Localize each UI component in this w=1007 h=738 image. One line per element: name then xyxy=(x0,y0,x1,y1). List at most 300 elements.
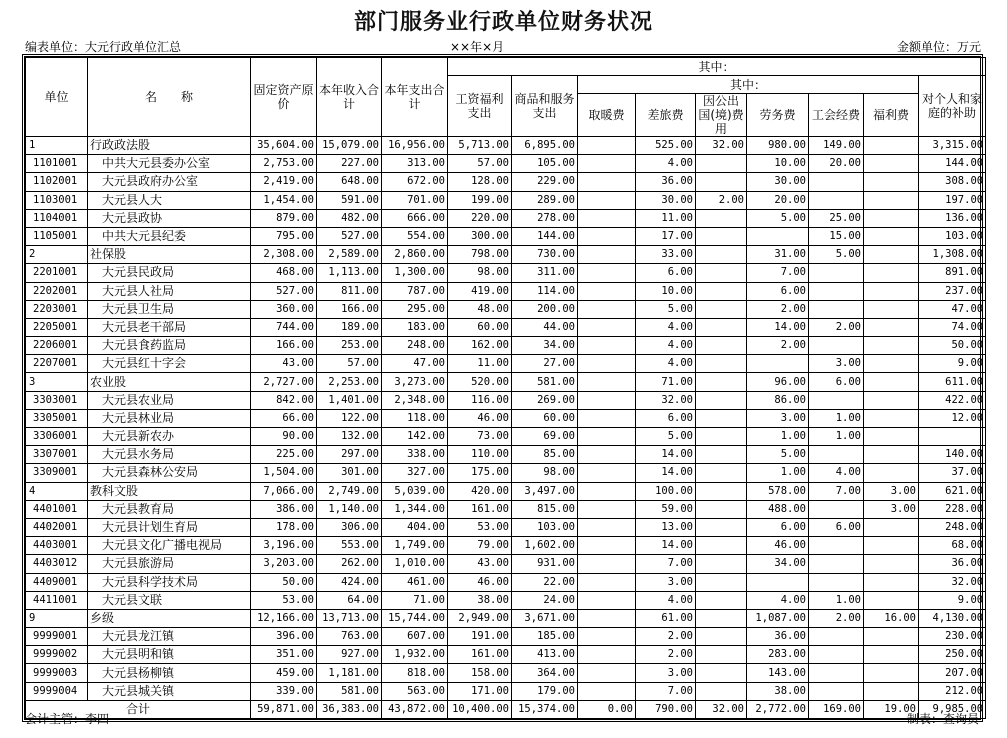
value-cell xyxy=(578,227,636,245)
group-row xyxy=(26,482,986,500)
value-cell xyxy=(696,300,747,318)
value-cell: 4.00 xyxy=(809,464,864,482)
value-cell: 24.00 xyxy=(512,591,578,609)
value-cell: 220.00 xyxy=(448,209,512,227)
value-cell xyxy=(578,300,636,318)
value-cell xyxy=(864,173,919,191)
value-cell: 360.00 xyxy=(251,300,317,318)
value-cell: 339.00 xyxy=(251,682,317,700)
value-cell xyxy=(578,282,636,300)
value-cell xyxy=(864,137,919,155)
unit-code: 2 xyxy=(26,246,88,264)
value-cell: 161.00 xyxy=(448,646,512,664)
value-cell: 7.00 xyxy=(636,682,696,700)
value-cell: 68.00 xyxy=(919,537,986,555)
value-cell: 2.00 xyxy=(809,609,864,627)
value-cell: 250.00 xyxy=(919,646,986,664)
value-cell xyxy=(864,428,919,446)
value-cell: 183.00 xyxy=(382,318,448,336)
value-cell xyxy=(578,155,636,173)
value-cell xyxy=(696,555,747,573)
value-cell: 34.00 xyxy=(512,337,578,355)
value-cell: 262.00 xyxy=(317,555,382,573)
value-cell: 16.00 xyxy=(864,609,919,627)
value-cell: 207.00 xyxy=(919,664,986,682)
value-cell: 3,273.00 xyxy=(382,373,448,391)
value-cell: 5.00 xyxy=(636,428,696,446)
value-cell xyxy=(809,573,864,591)
value-cell: 96.00 xyxy=(747,373,809,391)
value-cell: 15.00 xyxy=(809,227,864,245)
value-cell: 110.00 xyxy=(448,446,512,464)
value-cell: 79.00 xyxy=(448,537,512,555)
value-cell: 672.00 xyxy=(382,173,448,191)
value-cell: 581.00 xyxy=(317,682,382,700)
value-cell: 1,344.00 xyxy=(382,500,448,518)
table-row xyxy=(26,518,986,536)
value-cell: 46.00 xyxy=(747,537,809,555)
unit-name: 大元县人社局 xyxy=(88,282,251,300)
value-cell: 313.00 xyxy=(382,155,448,173)
value-cell xyxy=(578,555,636,573)
header-subsidy: 对个人和家庭的补助 xyxy=(919,76,986,137)
unit-name: 大元县杨柳镇 xyxy=(88,664,251,682)
value-cell: 118.00 xyxy=(382,409,448,427)
value-cell: 59.00 xyxy=(636,500,696,518)
value-cell xyxy=(696,628,747,646)
value-cell: 14.00 xyxy=(636,446,696,464)
value-cell xyxy=(809,191,864,209)
value-cell: 554.00 xyxy=(382,227,448,245)
table-row xyxy=(26,537,986,555)
table-row xyxy=(26,464,986,482)
value-cell: 6.00 xyxy=(747,282,809,300)
table-row xyxy=(26,282,986,300)
value-cell: 14.00 xyxy=(636,464,696,482)
value-cell: 311.00 xyxy=(512,264,578,282)
value-cell: 2,589.00 xyxy=(317,246,382,264)
value-cell xyxy=(809,664,864,682)
value-cell: 36.00 xyxy=(636,173,696,191)
value-cell xyxy=(809,537,864,555)
value-cell xyxy=(578,355,636,373)
value-cell: 36.00 xyxy=(919,555,986,573)
value-cell xyxy=(578,609,636,627)
header-of-which-sub: 其中： xyxy=(578,76,919,94)
value-cell: 3,203.00 xyxy=(251,555,317,573)
value-cell xyxy=(578,464,636,482)
value-cell: 1,504.00 xyxy=(251,464,317,482)
unit-code: 9 xyxy=(26,609,88,627)
value-cell: 3,497.00 xyxy=(512,482,578,500)
value-cell: 31.00 xyxy=(747,246,809,264)
value-cell xyxy=(864,555,919,573)
value-cell xyxy=(696,373,747,391)
unit-name: 大元县卫生局 xyxy=(88,300,251,318)
value-cell: 46.00 xyxy=(448,409,512,427)
value-cell: 179.00 xyxy=(512,682,578,700)
unit-code: 1 xyxy=(26,137,88,155)
value-cell xyxy=(864,591,919,609)
value-cell xyxy=(578,646,636,664)
unit-name: 大元县城关镇 xyxy=(88,682,251,700)
value-cell: 6.00 xyxy=(636,264,696,282)
value-cell: 2.00 xyxy=(636,628,696,646)
value-cell xyxy=(578,318,636,336)
value-cell: 404.00 xyxy=(382,518,448,536)
value-cell: 4.00 xyxy=(636,337,696,355)
value-cell: 6.00 xyxy=(636,409,696,427)
value-cell: 237.00 xyxy=(919,282,986,300)
value-cell: 3.00 xyxy=(864,500,919,518)
value-cell: 5.00 xyxy=(809,246,864,264)
value-cell xyxy=(864,227,919,245)
value-cell: 17.00 xyxy=(636,227,696,245)
value-cell: 1.00 xyxy=(809,591,864,609)
value-cell: 5.00 xyxy=(636,300,696,318)
value-cell xyxy=(696,318,747,336)
unit-name: 农业股 xyxy=(88,373,251,391)
value-cell xyxy=(578,409,636,427)
value-cell xyxy=(696,173,747,191)
value-cell: 1,010.00 xyxy=(382,555,448,573)
unit-code: 1105001 xyxy=(26,227,88,245)
value-cell xyxy=(864,264,919,282)
value-cell: 413.00 xyxy=(512,646,578,664)
accounting-supervisor: 会计主管：李四 xyxy=(25,712,110,726)
value-cell: 1,308.00 xyxy=(919,246,986,264)
unit-name: 大元县龙江镇 xyxy=(88,628,251,646)
total-label: 合计 xyxy=(26,700,251,718)
value-cell: 161.00 xyxy=(448,500,512,518)
unit-name: 大元县旅游局 xyxy=(88,555,251,573)
value-cell: 227.00 xyxy=(317,155,382,173)
value-cell: 419.00 xyxy=(448,282,512,300)
value-cell: 200.00 xyxy=(512,300,578,318)
value-cell: 60.00 xyxy=(512,409,578,427)
value-cell: 15,744.00 xyxy=(382,609,448,627)
unit-code: 3305001 xyxy=(26,409,88,427)
value-cell: 730.00 xyxy=(512,246,578,264)
value-cell: 2,860.00 xyxy=(382,246,448,264)
table-row xyxy=(26,355,986,373)
value-cell: 66.00 xyxy=(251,409,317,427)
value-cell: 225.00 xyxy=(251,446,317,464)
value-cell: 30.00 xyxy=(747,173,809,191)
table-row xyxy=(26,664,986,682)
unit-name: 大元县民政局 xyxy=(88,264,251,282)
value-cell: 20.00 xyxy=(809,155,864,173)
table-row xyxy=(26,318,986,336)
value-cell: 144.00 xyxy=(919,155,986,173)
unit-code: 4401001 xyxy=(26,500,88,518)
value-cell: 468.00 xyxy=(251,264,317,282)
value-cell: 763.00 xyxy=(317,628,382,646)
table-row xyxy=(26,409,986,427)
value-cell: 1.00 xyxy=(747,428,809,446)
value-cell: 16,956.00 xyxy=(382,137,448,155)
value-cell: 103.00 xyxy=(919,227,986,245)
value-cell: 611.00 xyxy=(919,373,986,391)
value-cell: 3,671.00 xyxy=(512,609,578,627)
value-cell: 4,130.00 xyxy=(919,609,986,627)
value-cell xyxy=(696,682,747,700)
value-cell: 32.00 xyxy=(919,573,986,591)
value-cell: 73.00 xyxy=(448,428,512,446)
value-cell xyxy=(578,391,636,409)
unit-code: 1101001 xyxy=(26,155,88,173)
value-cell: 1,602.00 xyxy=(512,537,578,555)
value-cell xyxy=(864,573,919,591)
value-cell xyxy=(578,482,636,500)
value-cell: 621.00 xyxy=(919,482,986,500)
unit-code: 9999002 xyxy=(26,646,88,664)
value-cell: 185.00 xyxy=(512,628,578,646)
value-cell xyxy=(578,137,636,155)
finance-table xyxy=(25,57,986,719)
unit-name: 大元县林业局 xyxy=(88,409,251,427)
value-cell xyxy=(864,409,919,427)
value-cell: 461.00 xyxy=(382,573,448,591)
value-cell: 158.00 xyxy=(448,664,512,682)
value-cell xyxy=(578,500,636,518)
total-cell: 10,400.00 xyxy=(448,700,512,718)
value-cell: 980.00 xyxy=(747,137,809,155)
value-cell xyxy=(809,500,864,518)
value-cell xyxy=(578,518,636,536)
value-cell: 351.00 xyxy=(251,646,317,664)
finance-table-container xyxy=(22,54,983,722)
value-cell: 5.00 xyxy=(747,209,809,227)
value-cell: 527.00 xyxy=(317,227,382,245)
value-cell: 927.00 xyxy=(317,646,382,664)
header-salary: 工资福利支出 xyxy=(448,76,512,137)
value-cell xyxy=(809,337,864,355)
value-cell: 43.00 xyxy=(251,355,317,373)
value-cell: 128.00 xyxy=(448,173,512,191)
total-cell: 43,872.00 xyxy=(382,700,448,718)
value-cell: 32.00 xyxy=(636,391,696,409)
unit-name: 大元县明和镇 xyxy=(88,646,251,664)
value-cell xyxy=(696,355,747,373)
value-cell: 60.00 xyxy=(448,318,512,336)
unit-code: 2202001 xyxy=(26,282,88,300)
unit-name: 大元县文化广播电视局 xyxy=(88,537,251,555)
table-row xyxy=(26,391,986,409)
value-cell: 591.00 xyxy=(317,191,382,209)
value-cell xyxy=(809,446,864,464)
table-row xyxy=(26,191,986,209)
value-cell: 3,196.00 xyxy=(251,537,317,555)
value-cell xyxy=(696,573,747,591)
header-goods-services: 商品和服务支出 xyxy=(512,76,578,137)
value-cell: 38.00 xyxy=(747,682,809,700)
value-cell: 136.00 xyxy=(919,209,986,227)
value-cell: 701.00 xyxy=(382,191,448,209)
value-cell: 2.00 xyxy=(747,300,809,318)
unit-name: 行政政法股 xyxy=(88,137,251,155)
value-cell xyxy=(696,464,747,482)
value-cell: 1,181.00 xyxy=(317,664,382,682)
value-cell: 229.00 xyxy=(512,173,578,191)
value-cell: 34.00 xyxy=(747,555,809,573)
total-cell: 2,772.00 xyxy=(747,700,809,718)
value-cell xyxy=(696,500,747,518)
value-cell: 46.00 xyxy=(448,573,512,591)
value-cell: 98.00 xyxy=(512,464,578,482)
value-cell xyxy=(809,628,864,646)
value-cell: 12.00 xyxy=(919,409,986,427)
table-row xyxy=(26,591,986,609)
value-cell xyxy=(809,300,864,318)
table-row xyxy=(26,155,986,173)
value-cell: 7.00 xyxy=(636,555,696,573)
value-cell: 57.00 xyxy=(448,155,512,173)
value-cell: 9.00 xyxy=(919,591,986,609)
value-cell: 1,454.00 xyxy=(251,191,317,209)
header-labor: 劳务费 xyxy=(747,94,809,137)
value-cell: 525.00 xyxy=(636,137,696,155)
table-row xyxy=(26,300,986,318)
total-cell: 32.00 xyxy=(696,700,747,718)
value-cell: 1,749.00 xyxy=(382,537,448,555)
value-cell: 6.00 xyxy=(809,518,864,536)
value-cell xyxy=(578,209,636,227)
value-cell xyxy=(578,428,636,446)
value-cell: 818.00 xyxy=(382,664,448,682)
value-cell xyxy=(809,646,864,664)
unit-code: 2207001 xyxy=(26,355,88,373)
value-cell: 297.00 xyxy=(317,446,382,464)
value-cell: 7.00 xyxy=(809,482,864,500)
table-row xyxy=(26,555,986,573)
value-cell: 248.00 xyxy=(919,518,986,536)
table-row xyxy=(26,646,986,664)
value-cell: 1,140.00 xyxy=(317,500,382,518)
value-cell xyxy=(696,264,747,282)
value-cell xyxy=(864,446,919,464)
value-cell xyxy=(919,428,986,446)
value-cell xyxy=(578,264,636,282)
value-cell: 1,401.00 xyxy=(317,391,382,409)
unit-code: 3303001 xyxy=(26,391,88,409)
unit-code: 9999004 xyxy=(26,682,88,700)
value-cell xyxy=(696,209,747,227)
unit-code: 4 xyxy=(26,482,88,500)
value-cell: 1.00 xyxy=(809,428,864,446)
value-cell: 744.00 xyxy=(251,318,317,336)
value-cell xyxy=(747,573,809,591)
group-row xyxy=(26,246,986,264)
value-cell: 2,253.00 xyxy=(317,373,382,391)
value-cell: 1,300.00 xyxy=(382,264,448,282)
unit-code: 3 xyxy=(26,373,88,391)
report-title: 部门服务业行政单位财务状况 xyxy=(353,10,653,35)
value-cell: 14.00 xyxy=(636,537,696,555)
unit-code: 3307001 xyxy=(26,446,88,464)
value-cell: 10.00 xyxy=(747,155,809,173)
header-welfare: 福利费 xyxy=(864,94,919,137)
value-cell: 520.00 xyxy=(448,373,512,391)
value-cell: 2,949.00 xyxy=(448,609,512,627)
value-cell xyxy=(578,446,636,464)
value-cell: 199.00 xyxy=(448,191,512,209)
value-cell xyxy=(864,682,919,700)
total-cell: 19.00 xyxy=(864,700,919,718)
value-cell: 5,039.00 xyxy=(382,482,448,500)
table-row xyxy=(26,428,986,446)
unit-code: 4402001 xyxy=(26,518,88,536)
value-cell: 815.00 xyxy=(512,500,578,518)
value-cell: 33.00 xyxy=(636,246,696,264)
total-cell: 59,871.00 xyxy=(251,700,317,718)
value-cell: 300.00 xyxy=(448,227,512,245)
unit-code: 2205001 xyxy=(26,318,88,336)
value-cell: 7.00 xyxy=(747,264,809,282)
value-cell xyxy=(747,227,809,245)
unit-code: 2206001 xyxy=(26,337,88,355)
value-cell: 13,713.00 xyxy=(317,609,382,627)
value-cell: 15,079.00 xyxy=(317,137,382,155)
value-cell: 3.00 xyxy=(864,482,919,500)
value-cell xyxy=(864,518,919,536)
value-cell xyxy=(864,391,919,409)
unit-code: 3309001 xyxy=(26,464,88,482)
value-cell xyxy=(864,191,919,209)
unit-name: 大元县食药监局 xyxy=(88,337,251,355)
unit-name: 大元县科学技术局 xyxy=(88,573,251,591)
value-cell xyxy=(809,173,864,191)
value-cell: 648.00 xyxy=(317,173,382,191)
value-cell: 2,308.00 xyxy=(251,246,317,264)
value-cell: 149.00 xyxy=(809,137,864,155)
value-cell: 50.00 xyxy=(919,337,986,355)
value-cell: 295.00 xyxy=(382,300,448,318)
value-cell: 420.00 xyxy=(448,482,512,500)
total-cell: 790.00 xyxy=(636,700,696,718)
value-cell: 11.00 xyxy=(448,355,512,373)
value-cell: 103.00 xyxy=(512,518,578,536)
value-cell: 931.00 xyxy=(512,555,578,573)
value-cell: 12,166.00 xyxy=(251,609,317,627)
header-abroad: 因公出国(境)费用 xyxy=(696,94,747,137)
unit-name: 大元县新农办 xyxy=(88,428,251,446)
value-cell: 6.00 xyxy=(747,518,809,536)
value-cell: 2,749.00 xyxy=(317,482,382,500)
header-name: 名 称 xyxy=(88,58,251,137)
value-cell: 14.00 xyxy=(747,318,809,336)
table-row xyxy=(26,573,986,591)
value-cell: 1,087.00 xyxy=(747,609,809,627)
value-cell: 2,419.00 xyxy=(251,173,317,191)
table-row xyxy=(26,446,986,464)
unit-name: 乡级 xyxy=(88,609,251,627)
value-cell xyxy=(696,428,747,446)
value-cell xyxy=(578,682,636,700)
value-cell: 283.00 xyxy=(747,646,809,664)
table-row xyxy=(26,209,986,227)
value-cell xyxy=(578,337,636,355)
value-cell: 36.00 xyxy=(747,628,809,646)
value-cell: 53.00 xyxy=(448,518,512,536)
value-cell: 6,895.00 xyxy=(512,137,578,155)
unit-name: 大元县文联 xyxy=(88,591,251,609)
value-cell: 2,727.00 xyxy=(251,373,317,391)
value-cell: 2.00 xyxy=(696,191,747,209)
value-cell: 2.00 xyxy=(809,318,864,336)
value-cell: 171.00 xyxy=(448,682,512,700)
value-cell: 90.00 xyxy=(251,428,317,446)
